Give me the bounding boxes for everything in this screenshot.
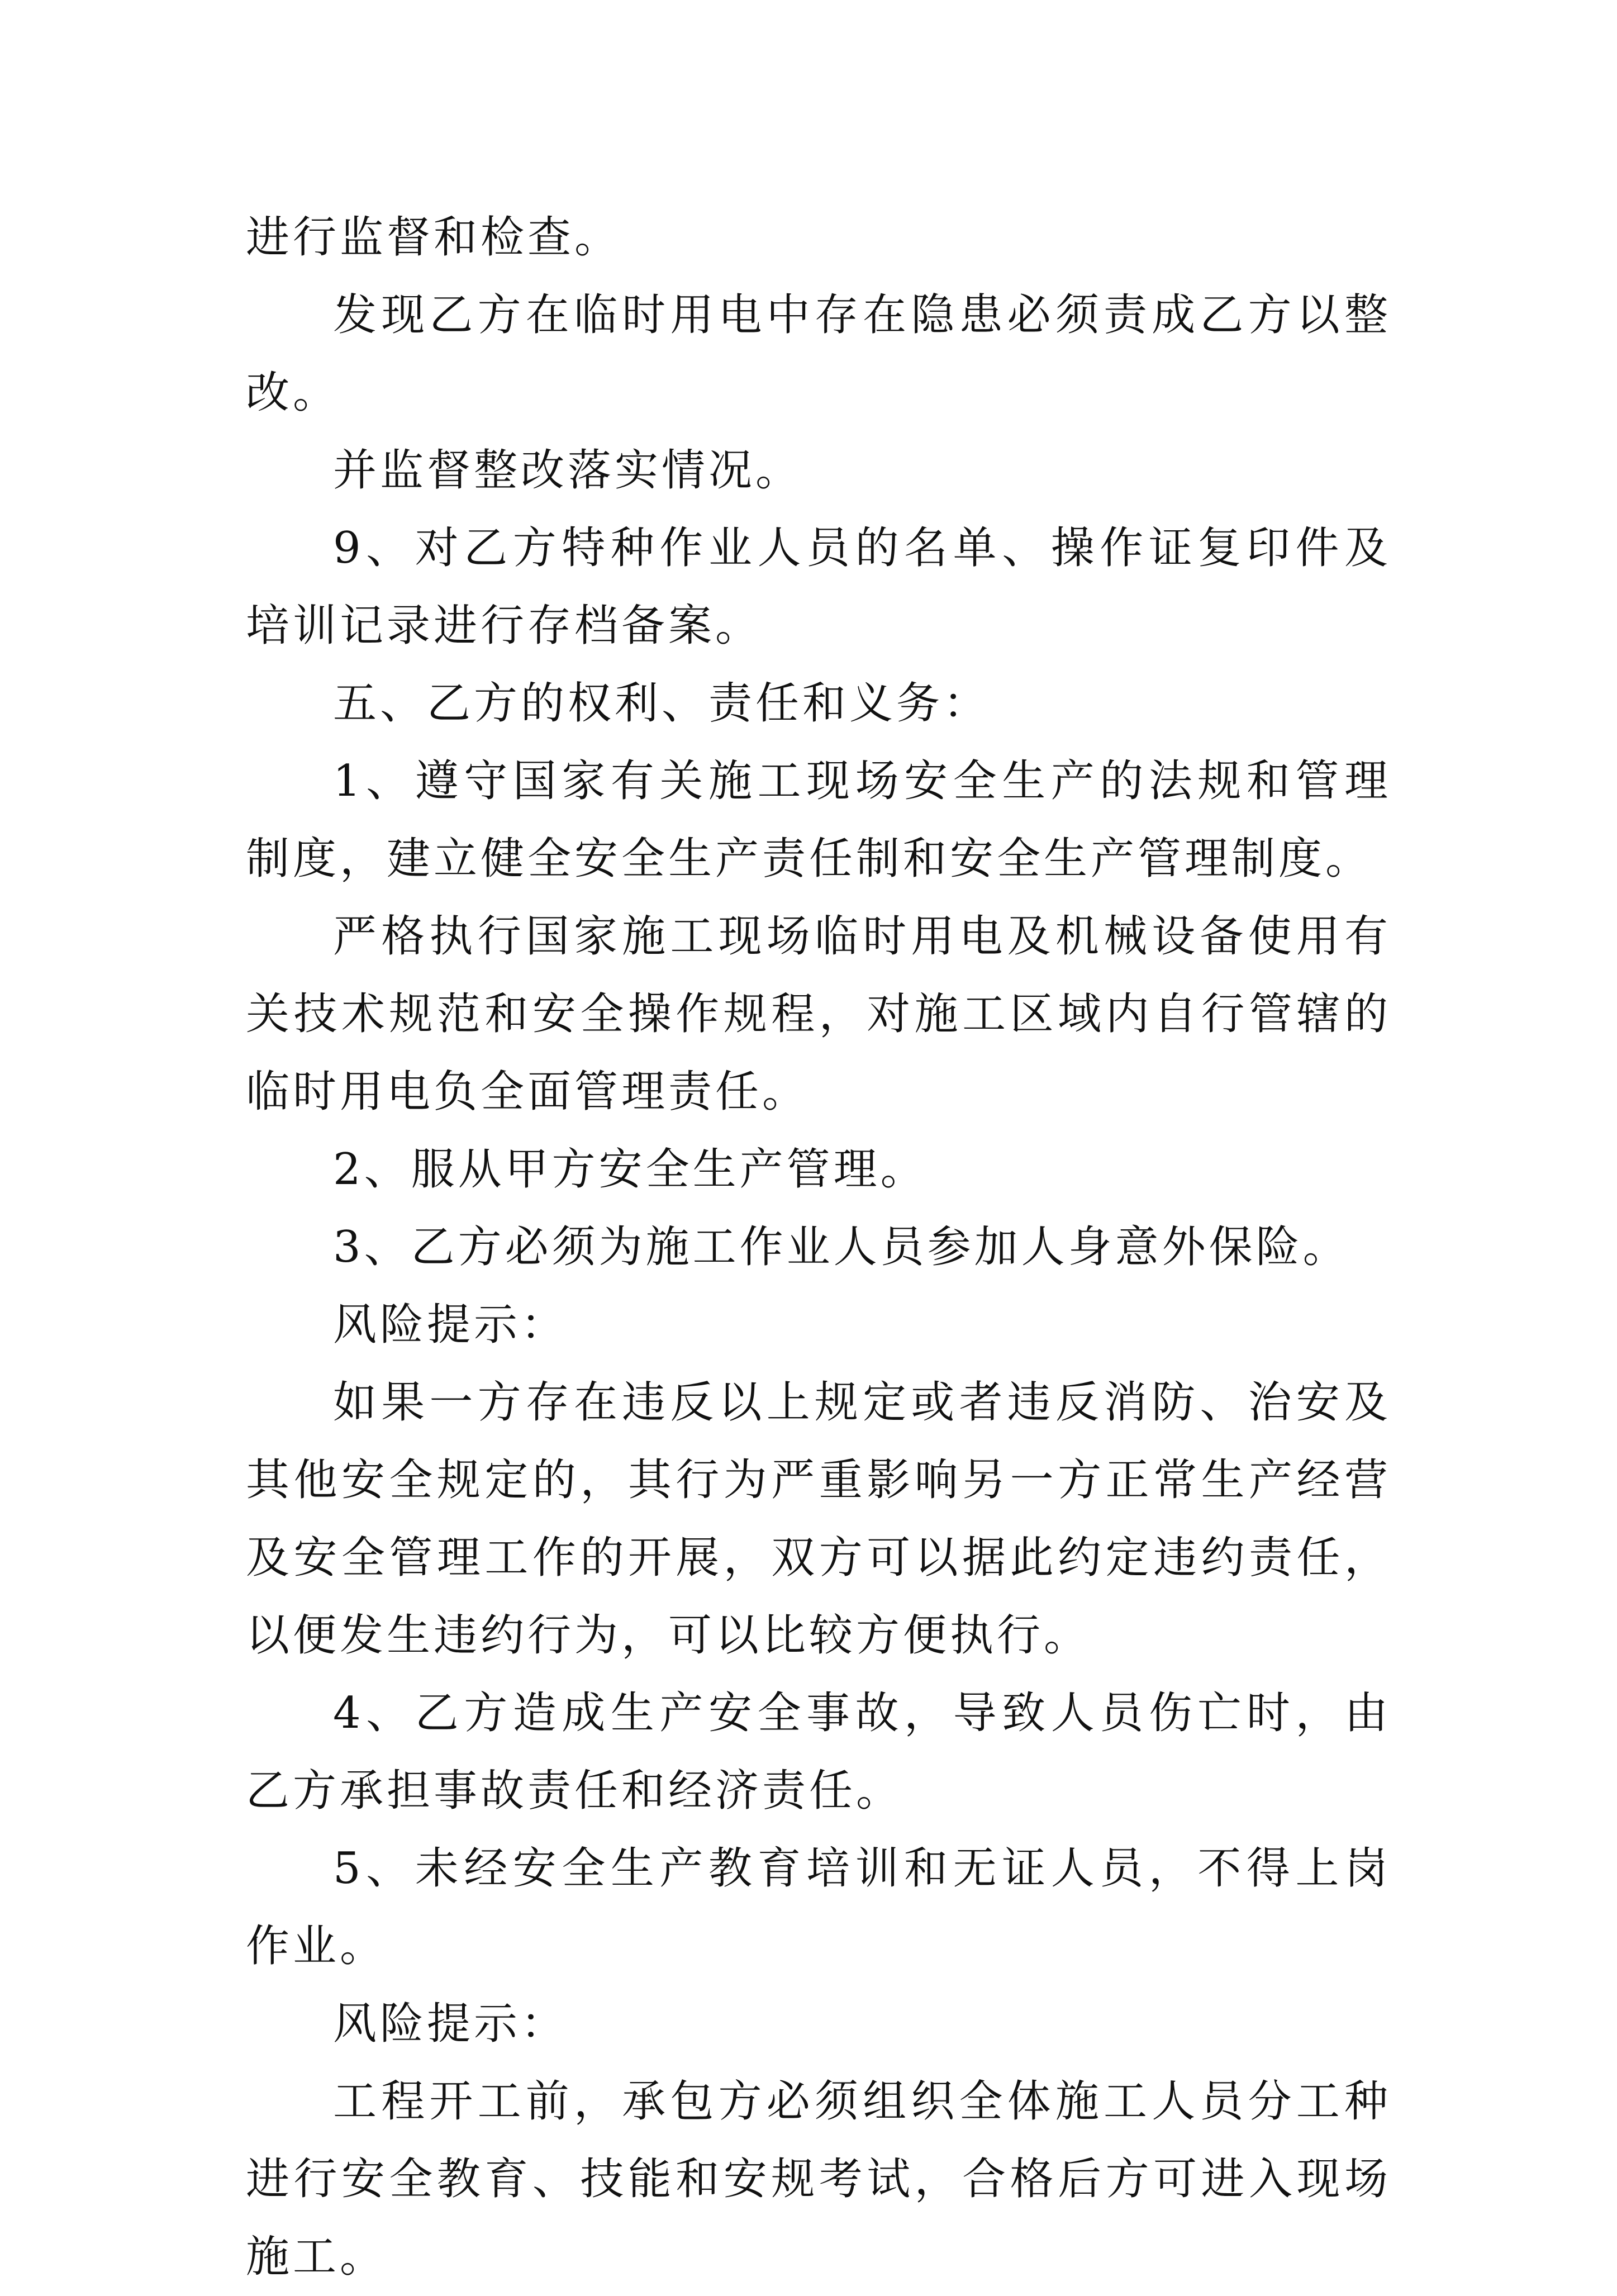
paragraph: 5、未经安全生产教育培训和无证人员，不得上岗作业。 — [246, 1843, 1391, 1971]
risk-notice-label: 风险提示： — [333, 1300, 568, 1350]
paragraph: 并监督整改落实情况。 — [333, 445, 803, 496]
paragraph: 4、乙方造成生产安全事故，导致人员伤亡时，由乙方承担事故责任和经济责任。 — [246, 1688, 1391, 1816]
paragraph: 1、遵守国家有关施工现场安全生产的法规和管理制度，建立健全安全生产责任制和安全生产管理制度。 — [246, 756, 1391, 884]
risk-notice-label: 风险提示： — [333, 1999, 568, 2049]
paragraph: 进行监督和检查。 — [246, 212, 622, 263]
section-heading: 五、乙方的权利、责任和义务： — [333, 678, 991, 729]
paragraph: 严格执行国家施工现场临时用电及机械设备使用有关技术规范和安全操作规程，对施工区域内自行管辖的临时用电负全面管理责任。 — [246, 911, 1391, 1117]
paragraph: 2、服从甲方安全生产管理。 — [333, 1144, 928, 1195]
paragraph: 3、乙方必须为施工作业人员参加人身意外保险。 — [333, 1222, 1350, 1272]
paragraph: 9、对乙方特种作业人员的名单、操作证复印件及培训记录进行存档备案。 — [246, 523, 1391, 651]
paragraph: 发现乙方在临时用电中存在隐患必须责成乙方以整改。 — [246, 290, 1391, 418]
paragraph: 如果一方存在违反以上规定或者违反消防、治安及其他安全规定的，其行为严重影响另一方正常生产经营及安全管理工作的开展，双方可以据此约定违约责任，以便发生违约行为，可以比较方便执行。 — [246, 1377, 1391, 1661]
document-body — [246, 199, 1391, 2296]
paragraph: 工程开工前，承包方必须组织全体施工人员分工种进行安全教育、技能和安规考试，合格后方可进入现场施工。 — [246, 2076, 1391, 2282]
